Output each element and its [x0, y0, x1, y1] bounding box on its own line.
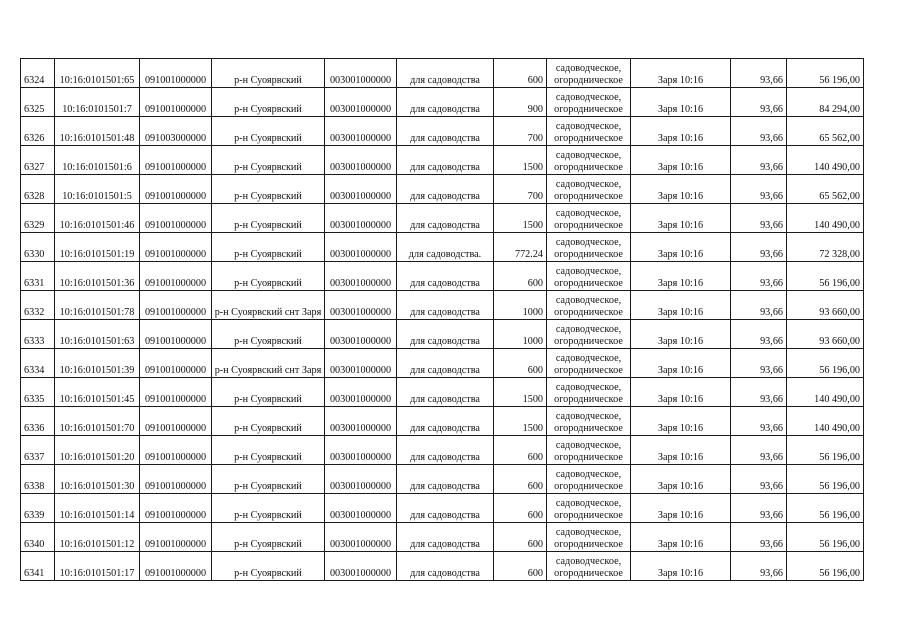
locality-cell: р-н Суоярвский [212, 117, 325, 146]
area-cell: 1500 [494, 204, 547, 233]
oktmo-code-cell: 003001000000 [325, 175, 397, 204]
use-category-cell: садоводческое, огородническое [547, 494, 631, 523]
row-number-cell: 6333 [21, 320, 55, 349]
area-cell: 600 [494, 494, 547, 523]
oktmo-code-cell: 003001000000 [325, 59, 397, 88]
valuation-zone-cell: Заря 10:16 [631, 349, 731, 378]
use-category-cell: садоводческое, огородническое [547, 146, 631, 175]
specific-value-cell: 93,66 [731, 146, 787, 175]
oktmo-code-cell: 003001000000 [325, 117, 397, 146]
area-cell: 600 [494, 465, 547, 494]
specific-value-cell: 93,66 [731, 117, 787, 146]
table-row [21, 204, 864, 233]
table-row [21, 494, 864, 523]
okato-code-cell: 091001000000 [140, 204, 212, 233]
use-category-cell: садоводческое, огородническое [547, 204, 631, 233]
row-number-cell: 6332 [21, 291, 55, 320]
permitted-use-cell: для садоводства [397, 407, 494, 436]
row-number-cell: 6341 [21, 552, 55, 581]
area-cell: 600 [494, 59, 547, 88]
specific-value-cell: 93,66 [731, 88, 787, 117]
area-cell: 700 [494, 117, 547, 146]
use-category-cell: садоводческое, огородническое [547, 59, 631, 88]
cadastral-number-cell: 10:16:0101501:39 [55, 349, 140, 378]
permitted-use-cell: для садоводства [397, 88, 494, 117]
table-row [21, 233, 864, 262]
table-row [21, 523, 864, 552]
okato-code-cell: 091001000000 [140, 233, 212, 262]
cadastral-number-cell: 10:16:0101501:30 [55, 465, 140, 494]
cadastral-value-cell: 56 196,00 [787, 494, 864, 523]
specific-value-cell: 93,66 [731, 291, 787, 320]
specific-value-cell: 93,66 [731, 407, 787, 436]
cadastral-number-cell: 10:16:0101501:46 [55, 204, 140, 233]
valuation-zone-cell: Заря 10:16 [631, 494, 731, 523]
cadastral-number-cell: 10:16:0101501:5 [55, 175, 140, 204]
oktmo-code-cell: 003001000000 [325, 465, 397, 494]
locality-cell: р-н Суоярвский снт Заря [212, 291, 325, 320]
okato-code-cell: 091001000000 [140, 175, 212, 204]
oktmo-code-cell: 003001000000 [325, 88, 397, 117]
row-number-cell: 6325 [21, 88, 55, 117]
area-cell: 600 [494, 436, 547, 465]
table-row [21, 552, 864, 581]
locality-cell: р-н Суоярвский [212, 175, 325, 204]
use-category-cell: садоводческое, огородническое [547, 320, 631, 349]
cadastral-value-cell: 56 196,00 [787, 262, 864, 291]
valuation-zone-cell: Заря 10:16 [631, 465, 731, 494]
specific-value-cell: 93,66 [731, 59, 787, 88]
permitted-use-cell: для садоводства [397, 320, 494, 349]
cadastral-value-cell: 140 490,00 [787, 378, 864, 407]
specific-value-cell: 93,66 [731, 494, 787, 523]
area-cell: 600 [494, 552, 547, 581]
cadastral-value-cell: 93 660,00 [787, 291, 864, 320]
valuation-zone-cell: Заря 10:16 [631, 117, 731, 146]
locality-cell: р-н Суоярвский [212, 88, 325, 117]
row-number-cell: 6329 [21, 204, 55, 233]
oktmo-code-cell: 003001000000 [325, 523, 397, 552]
cadastral-value-cell: 56 196,00 [787, 523, 864, 552]
area-cell: 1000 [494, 320, 547, 349]
row-number-cell: 6338 [21, 465, 55, 494]
row-number-cell: 6331 [21, 262, 55, 291]
table-row [21, 378, 864, 407]
use-category-cell: садоводческое, огородническое [547, 233, 631, 262]
okato-code-cell: 091001000000 [140, 146, 212, 175]
locality-cell: р-н Суоярвский [212, 494, 325, 523]
okato-code-cell: 091001000000 [140, 407, 212, 436]
permitted-use-cell: для садоводства [397, 262, 494, 291]
permitted-use-cell: для садоводства. [397, 233, 494, 262]
permitted-use-cell: для садоводства [397, 378, 494, 407]
area-cell: 700 [494, 175, 547, 204]
cadastral-number-cell: 10:16:0101501:45 [55, 378, 140, 407]
oktmo-code-cell: 003001000000 [325, 233, 397, 262]
cadastral-value-cell: 56 196,00 [787, 436, 864, 465]
valuation-zone-cell: Заря 10:16 [631, 146, 731, 175]
area-cell: 1000 [494, 291, 547, 320]
specific-value-cell: 93,66 [731, 320, 787, 349]
cadastral-value-cell: 56 196,00 [787, 465, 864, 494]
okato-code-cell: 091001000000 [140, 349, 212, 378]
permitted-use-cell: для садоводства [397, 349, 494, 378]
okato-code-cell: 091001000000 [140, 378, 212, 407]
table-body [21, 59, 864, 581]
area-cell: 1500 [494, 407, 547, 436]
permitted-use-cell: для садоводства [397, 436, 494, 465]
area-cell: 900 [494, 88, 547, 117]
locality-cell: р-н Суоярвский [212, 146, 325, 175]
cadastral-value-cell: 93 660,00 [787, 320, 864, 349]
table-row [21, 436, 864, 465]
row-number-cell: 6330 [21, 233, 55, 262]
specific-value-cell: 93,66 [731, 436, 787, 465]
oktmo-code-cell: 003001000000 [325, 436, 397, 465]
locality-cell: р-н Суоярвский [212, 436, 325, 465]
okato-code-cell: 091001000000 [140, 291, 212, 320]
table-row [21, 291, 864, 320]
permitted-use-cell: для садоводства [397, 552, 494, 581]
locality-cell: р-н Суоярвский [212, 59, 325, 88]
okato-code-cell: 091001000000 [140, 320, 212, 349]
use-category-cell: садоводческое, огородническое [547, 407, 631, 436]
table-row [21, 88, 864, 117]
table-row [21, 262, 864, 291]
okato-code-cell: 091001000000 [140, 552, 212, 581]
cadastral-value-cell: 72 328,00 [787, 233, 864, 262]
permitted-use-cell: для садоводства [397, 204, 494, 233]
row-number-cell: 6335 [21, 378, 55, 407]
area-cell: 1500 [494, 378, 547, 407]
permitted-use-cell: для садоводства [397, 117, 494, 146]
table-row [21, 59, 864, 88]
area-cell: 600 [494, 262, 547, 291]
locality-cell: р-н Суоярвский [212, 378, 325, 407]
oktmo-code-cell: 003001000000 [325, 146, 397, 175]
permitted-use-cell: для садоводства [397, 291, 494, 320]
specific-value-cell: 93,66 [731, 523, 787, 552]
cadastral-value-cell: 56 196,00 [787, 349, 864, 378]
valuation-zone-cell: Заря 10:16 [631, 378, 731, 407]
oktmo-code-cell: 003001000000 [325, 262, 397, 291]
locality-cell: р-н Суоярвский [212, 552, 325, 581]
cadastral-value-cell: 56 196,00 [787, 59, 864, 88]
oktmo-code-cell: 003001000000 [325, 552, 397, 581]
okato-code-cell: 091003000000 [140, 117, 212, 146]
valuation-zone-cell: Заря 10:16 [631, 59, 731, 88]
table-row [21, 320, 864, 349]
cadastral-number-cell: 10:16:0101501:17 [55, 552, 140, 581]
use-category-cell: садоводческое, огородническое [547, 436, 631, 465]
locality-cell: р-н Суоярвский [212, 320, 325, 349]
oktmo-code-cell: 003001000000 [325, 320, 397, 349]
table-row [21, 407, 864, 436]
cadastral-value-cell: 140 490,00 [787, 407, 864, 436]
use-category-cell: садоводческое, огородническое [547, 378, 631, 407]
locality-cell: р-н Суоярвский [212, 233, 325, 262]
row-number-cell: 6327 [21, 146, 55, 175]
specific-value-cell: 93,66 [731, 204, 787, 233]
specific-value-cell: 93,66 [731, 378, 787, 407]
table-row [21, 175, 864, 204]
valuation-zone-cell: Заря 10:16 [631, 204, 731, 233]
valuation-zone-cell: Заря 10:16 [631, 552, 731, 581]
cadastral-number-cell: 10:16:0101501:70 [55, 407, 140, 436]
cadastral-value-cell: 65 562,00 [787, 175, 864, 204]
valuation-zone-cell: Заря 10:16 [631, 320, 731, 349]
specific-value-cell: 93,66 [731, 175, 787, 204]
cadastral-value-cell: 140 490,00 [787, 146, 864, 175]
use-category-cell: садоводческое, огородническое [547, 175, 631, 204]
row-number-cell: 6339 [21, 494, 55, 523]
permitted-use-cell: для садоводства [397, 494, 494, 523]
locality-cell: р-н Суоярвский [212, 465, 325, 494]
locality-cell: р-н Суоярвский [212, 204, 325, 233]
okato-code-cell: 091001000000 [140, 436, 212, 465]
cadastral-number-cell: 10:16:0101501:48 [55, 117, 140, 146]
use-category-cell: садоводческое, огородническое [547, 88, 631, 117]
permitted-use-cell: для садоводства [397, 59, 494, 88]
okato-code-cell: 091001000000 [140, 262, 212, 291]
cadastral-number-cell: 10:16:0101501:14 [55, 494, 140, 523]
oktmo-code-cell: 003001000000 [325, 204, 397, 233]
cadastral-number-cell: 10:16:0101501:20 [55, 436, 140, 465]
cadastral-number-cell: 10:16:0101501:6 [55, 146, 140, 175]
oktmo-code-cell: 003001000000 [325, 378, 397, 407]
cadastral-number-cell: 10:16:0101501:12 [55, 523, 140, 552]
oktmo-code-cell: 003001000000 [325, 494, 397, 523]
use-category-cell: садоводческое, огородническое [547, 291, 631, 320]
locality-cell: р-н Суоярвский [212, 262, 325, 291]
row-number-cell: 6328 [21, 175, 55, 204]
okato-code-cell: 091001000000 [140, 88, 212, 117]
cadastral-number-cell: 10:16:0101501:19 [55, 233, 140, 262]
area-cell: 772.24 [494, 233, 547, 262]
row-number-cell: 6336 [21, 407, 55, 436]
oktmo-code-cell: 003001000000 [325, 291, 397, 320]
valuation-zone-cell: Заря 10:16 [631, 291, 731, 320]
specific-value-cell: 93,66 [731, 262, 787, 291]
table-row [21, 349, 864, 378]
use-category-cell: садоводческое, огородническое [547, 349, 631, 378]
use-category-cell: садоводческое, огородническое [547, 552, 631, 581]
row-number-cell: 6340 [21, 523, 55, 552]
valuation-zone-cell: Заря 10:16 [631, 88, 731, 117]
locality-cell: р-н Суоярвский [212, 523, 325, 552]
table-row [21, 146, 864, 175]
okato-code-cell: 091001000000 [140, 59, 212, 88]
permitted-use-cell: для садоводства [397, 175, 494, 204]
valuation-zone-cell: Заря 10:16 [631, 407, 731, 436]
row-number-cell: 6337 [21, 436, 55, 465]
valuation-zone-cell: Заря 10:16 [631, 175, 731, 204]
permitted-use-cell: для садоводства [397, 146, 494, 175]
valuation-zone-cell: Заря 10:16 [631, 436, 731, 465]
row-number-cell: 6326 [21, 117, 55, 146]
okato-code-cell: 091001000000 [140, 523, 212, 552]
cadastral-value-cell: 56 196,00 [787, 552, 864, 581]
use-category-cell: садоводческое, огородническое [547, 117, 631, 146]
specific-value-cell: 93,66 [731, 552, 787, 581]
specific-value-cell: 93,66 [731, 465, 787, 494]
locality-cell: р-н Суоярвский снт Заря [212, 349, 325, 378]
area-cell: 1500 [494, 146, 547, 175]
okato-code-cell: 091001000000 [140, 494, 212, 523]
locality-cell: р-н Суоярвский [212, 407, 325, 436]
area-cell: 600 [494, 349, 547, 378]
cadastral-value-cell: 65 562,00 [787, 117, 864, 146]
table-row [21, 117, 864, 146]
table-row [21, 465, 864, 494]
oktmo-code-cell: 003001000000 [325, 349, 397, 378]
permitted-use-cell: для садоводства [397, 523, 494, 552]
cadastral-value-cell: 84 294,00 [787, 88, 864, 117]
oktmo-code-cell: 003001000000 [325, 407, 397, 436]
cadastral-number-cell: 10:16:0101501:36 [55, 262, 140, 291]
cadastral-number-cell: 10:16:0101501:63 [55, 320, 140, 349]
use-category-cell: садоводческое, огородническое [547, 465, 631, 494]
permitted-use-cell: для садоводства [397, 465, 494, 494]
cadastral-number-cell: 10:16:0101501:7 [55, 88, 140, 117]
area-cell: 600 [494, 523, 547, 552]
land-plot-table [20, 58, 864, 581]
specific-value-cell: 93,66 [731, 349, 787, 378]
use-category-cell: садоводческое, огородническое [547, 262, 631, 291]
cadastral-number-cell: 10:16:0101501:65 [55, 59, 140, 88]
valuation-zone-cell: Заря 10:16 [631, 233, 731, 262]
use-category-cell: садоводческое, огородническое [547, 523, 631, 552]
row-number-cell: 6334 [21, 349, 55, 378]
cadastral-value-cell: 140 490,00 [787, 204, 864, 233]
cadastral-number-cell: 10:16:0101501:78 [55, 291, 140, 320]
okato-code-cell: 091001000000 [140, 465, 212, 494]
row-number-cell: 6324 [21, 59, 55, 88]
valuation-zone-cell: Заря 10:16 [631, 523, 731, 552]
valuation-zone-cell: Заря 10:16 [631, 262, 731, 291]
specific-value-cell: 93,66 [731, 233, 787, 262]
